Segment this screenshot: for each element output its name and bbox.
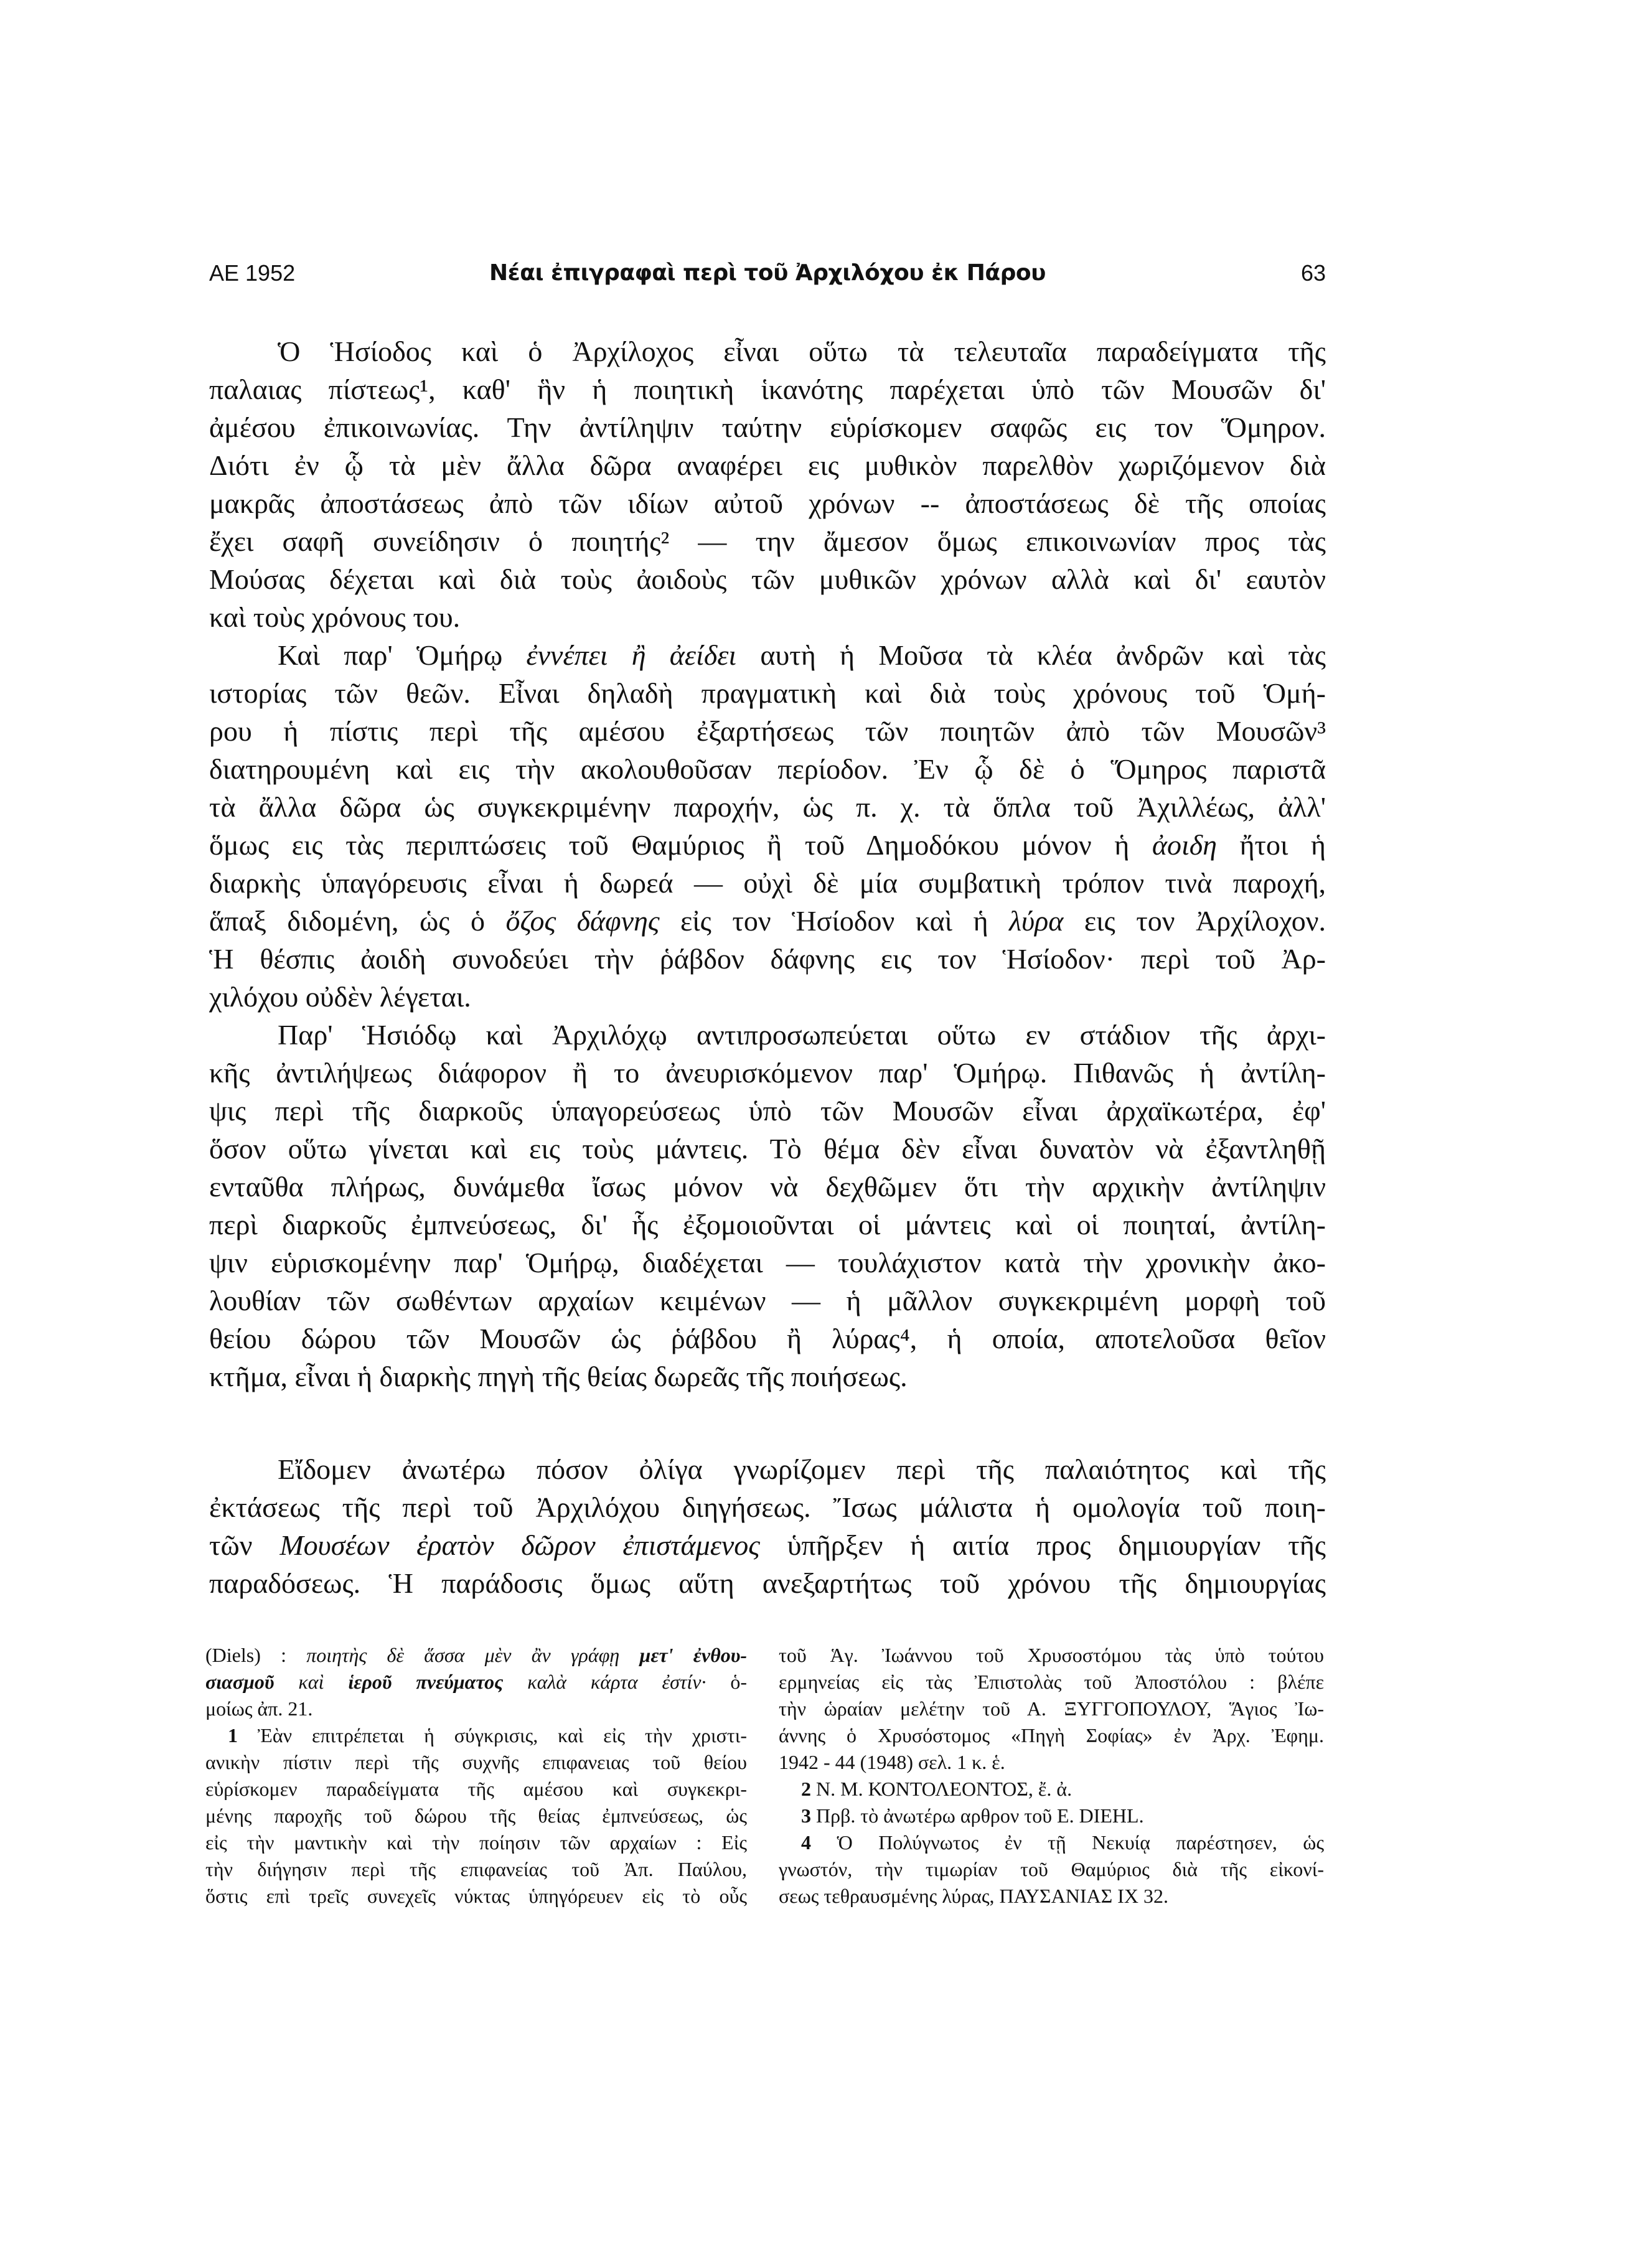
text-line (209, 1526, 1326, 1564)
text-line (779, 1669, 1324, 1695)
text-line (209, 1168, 1326, 1206)
footnotes-right-column (779, 1642, 1324, 1910)
emphasis-run: Μουσέων ἐρατὸν δῶρον ἐπιστάμενος (279, 1529, 760, 1561)
text-line (205, 1722, 747, 1749)
text-line (209, 446, 1326, 484)
text-line (209, 1130, 1326, 1168)
text-run: τῶν (209, 1529, 280, 1561)
text-line (209, 1564, 1326, 1602)
text-run: ὑπῆρξεν ἡ αιτία προς δημιουργίαν τῆς (759, 1529, 1326, 1561)
paragraph (209, 636, 1326, 1016)
text-run: ιστορίας τῶν θεῶν. Εἶναι δηλαδὴ πραγματικὴ καὶ διὰ τοὺς χρόνους τοῦ Ὁμή- (209, 677, 1326, 709)
text-line (209, 1206, 1326, 1244)
text-run: αυτὴ ἡ Μοῦσα τὰ κλέα ἀνδρῶν καὶ τὰς (736, 639, 1326, 671)
footnote (779, 1776, 1324, 1803)
text-line (205, 1829, 747, 1856)
text-run: ἤτοι ἡ (1216, 829, 1326, 861)
footnote-number: 1 (228, 1724, 238, 1747)
text-line (209, 1054, 1326, 1092)
footnote-number: 3 (801, 1804, 811, 1827)
emphasis-run: ἀοιδη (1152, 829, 1217, 861)
text-line (209, 712, 1326, 750)
text-line (205, 1642, 747, 1669)
text-line (209, 1358, 1326, 1395)
text-run: Πρβ. τὸ ἀνωτέρω αρθρον τοῦ E. DIEHL. (816, 1804, 1144, 1827)
text-line (209, 902, 1326, 940)
text-run: μακρᾶς ἀποστάσεως ἀπὸ τῶν ιδίων αὐτοῦ χρόνων -- ἀποστάσεως δὲ τῆς οποίας (209, 487, 1326, 519)
footnote-number: 2 (801, 1778, 811, 1800)
text-line (209, 978, 1326, 1016)
text-run: ανικὴν πίστιν περὶ τῆς συχνῆς επιφανειας τοῦ θείου (205, 1751, 747, 1773)
text-line (209, 674, 1326, 712)
text-run: τοῦ Ἁγ. Ἰωάννου τοῦ Χρυσοστόμου τὰς ὑπὸ τούτου (779, 1644, 1324, 1666)
emphasis-run: ἱεροῦ πνεύματος (348, 1671, 504, 1693)
text-line (209, 484, 1326, 522)
text-run: κτῆμα, εἶναι ἡ διαρκὴς πηγὴ τῆς θείας δωρεᾶς τῆς ποιήσεως. (209, 1361, 908, 1392)
text-line (209, 940, 1326, 978)
text-line (205, 1856, 747, 1883)
text-run: εἰς τον Ἡσίοδον καὶ ἡ (659, 905, 1010, 937)
text-run: παραδόσεως. Ἡ παράδοσις ὅμως αὕτη ανεξαρτήτως τοῦ χρόνου τῆς δημιουργίας (209, 1567, 1326, 1599)
text-run: Μούσας δέχεται καὶ διὰ τοὺς ἀοιδοὺς τῶν μυθικῶν χρόνων αλλὰ καὶ δι' εαυτὸν (209, 563, 1326, 595)
text-run: ἔχει σαφῆ συνείδησιν ὁ ποιητής² — την ἄμεσον ὅμως επικοινωνίαν προς τὰς (209, 525, 1326, 557)
footnote (779, 1642, 1324, 1776)
emphasis-run: ἐννέπει ἢ ἀείδει (526, 639, 737, 671)
text-line (205, 1749, 747, 1776)
text-line (209, 1320, 1326, 1358)
text-run: ἐκτάσεως τῆς περὶ τοῦ Ἀρχιλόχου διηγήσεως. Ἴσως μάλιστα ἡ ομολογία τοῦ ποιη- (209, 1491, 1326, 1523)
text-run: ενταῦθα πλήρως, δυνάμεθα ἴσως μόνον νὰ δεχθῶμεν ὅτι τὴν αρχικὴν ἀντίληψιν (209, 1171, 1326, 1203)
text-line (209, 332, 1326, 370)
text-run: ρου ἡ πίστις περὶ τῆς αμέσου ἐξαρτήσεως τῶν ποιητῶν ἀπὸ τῶν Μουσῶν³ (209, 715, 1326, 747)
text-run: ὅστις επὶ τρεῖς συνεχεῖς νύκτας ὑπηγόρευεν εἰς τὸ οὖς (205, 1885, 747, 1907)
text-line (205, 1669, 747, 1695)
text-run: 1942 - 44 (1948) σελ. 1 κ. ἑ. (779, 1751, 1005, 1773)
text-line (779, 1776, 1324, 1803)
text-run: ὁ- (706, 1671, 748, 1693)
page-number: 63 (1300, 260, 1326, 286)
text-line (209, 1488, 1326, 1526)
text-line (209, 522, 1326, 560)
text-run: διατηρουμένη καὶ εις τὴν ακολουθοῦσαν περίοδον. Ἐν ᾧ δὲ ὁ Ὅμηρος παριστᾶ (209, 753, 1326, 785)
emphasis-run: σιασμοῦ (205, 1671, 275, 1693)
text-run: ἅπαξ διδομένη, ὡς ὁ (209, 905, 506, 937)
text-run: εις τον Ἀρχίλοχον. (1063, 905, 1326, 937)
text-line (205, 1776, 747, 1803)
paragraph (209, 332, 1326, 636)
text-run: τὰ ἄλλα δῶρα ὡς συγκεκριμένην παροχήν, ὡς π. χ. τὰ ὅπλα τοῦ Ἀχιλλέως, ἀλλ' (209, 791, 1326, 823)
text-line (205, 1883, 747, 1910)
text-run: Ν. Μ. ΚΟΝΤΟΛΕΟΝΤΟΣ, ἔ. ἀ. (816, 1778, 1072, 1800)
paragraph (209, 1016, 1326, 1395)
emphasis-run: ποιητὴς δὲ ἅσσα μὲν ἂν γράφῃ (306, 1644, 640, 1666)
footnotes-left-column (205, 1642, 747, 1910)
text-line (209, 370, 1326, 408)
emphasis-run: καὶ (274, 1671, 349, 1693)
text-run: θείου δώρου τῶν Μουσῶν ὡς ῥάβδου ἢ λύρας⁴, ἡ οποία, αποτελοῦσα θεῖον (209, 1323, 1326, 1354)
emphasis-run: μετ' ἐνθου- (639, 1644, 748, 1666)
text-line (209, 864, 1326, 902)
text-run: εἰς τὴν μαντικὴν καὶ τὴν ποίησιν τῶν αρχαίων : Εἰς (205, 1831, 747, 1854)
text-run: χιλόχου οὐδὲν λέγεται. (209, 981, 471, 1013)
journal-volume: ΑΕ 1952 (209, 260, 296, 286)
text-line (209, 826, 1326, 864)
footnote (779, 1829, 1324, 1910)
emphasis-run: καλὰ κάρτα ἐστίν· (503, 1671, 706, 1693)
text-run: Διότι ἐν ᾧ τὰ μὲν ἄλλα δῶρα αναφέρει εις μυθικὸν παρελθὸν χωριζόμενον διὰ (209, 449, 1326, 481)
text-line (209, 1092, 1326, 1130)
text-line (779, 1695, 1324, 1722)
text-run: καὶ τοὺς χρόνους του. (209, 601, 461, 633)
text-line (209, 408, 1326, 446)
footnote (205, 1642, 747, 1722)
text-run: ψις περὶ τῆς διαρκοῦς ὑπαγορεύσεως ὑπὸ τῶν Μουσῶν εἶναι ἀρχαϊκωτέρα, ἐφ' (209, 1095, 1326, 1127)
footnote (205, 1722, 747, 1910)
text-run: παλαιας πίστεως¹, καθ' ἣν ἡ ποιητικὴ ἱκανότης παρέχεται ὑπὸ τῶν Μουσῶν δι' (209, 373, 1326, 405)
text-run: κῆς ἀντιλήψεως διάφορον ἢ το ἀνευρισκόμενον παρ' Ὁμήρῳ. Πιθανῶς ἡ ἀντίλη- (209, 1057, 1326, 1089)
text-run: τὴν διήγησιν περὶ τῆς επιφανείας τοῦ Ἀπ. Παύλου, (205, 1858, 747, 1880)
text-line (209, 598, 1326, 636)
emphasis-run: ὄζος δάφνης (505, 905, 660, 937)
text-run: ἀμέσου ἐπικοινωνίας. Την ἀντίληψιν ταύτην εὑρίσκομεν σαφῶς εις τον Ὅμηρον. (209, 411, 1326, 443)
text-run: γνωστόν, τὴν τιμωρίαν τοῦ Θαμύριος διὰ τῆς εἰκονί- (779, 1858, 1324, 1880)
text-line (779, 1722, 1324, 1749)
text-run: Καὶ παρ' Ὁμήρῳ (278, 639, 527, 671)
text-line (779, 1749, 1324, 1776)
text-line (209, 1016, 1326, 1054)
running-header (209, 260, 1326, 291)
text-run: ὅσον οὕτω γίνεται καὶ εις τοὺς μάντεις. Τὸ θέμα δὲν εἶναι δυνατὸν νὰ ἐξαντληθῇ (209, 1133, 1326, 1165)
text-run: (Diels) : (205, 1644, 307, 1666)
running-title: Νέαι ἐπιγραφαὶ περὶ τοῦ Ἀρχιλόχου ἐκ Πάρου (489, 260, 1046, 286)
text-run: άννης ὁ Χρυσόστομος «Πηγὴ Σοφίας» ἐν Ἀρχ. Ἐφημ. (779, 1724, 1324, 1747)
text-run: περὶ διαρκοῦς ἐμπνεύσεως, δι' ἧς ἐξομοιοῦνται οἱ μάντεις καὶ οἱ ποιηταί, ἀντίλη- (209, 1209, 1326, 1240)
text-line (209, 788, 1326, 826)
text-run: Παρ' Ἡσιόδῳ καὶ Ἀρχιλόχῳ αντιπροσωπεύεται οὕτω εν στάδιον τῆς ἀρχι- (278, 1019, 1326, 1051)
text-line (205, 1803, 747, 1829)
text-line (209, 750, 1326, 788)
text-line (779, 1856, 1324, 1883)
text-line (779, 1829, 1324, 1856)
text-run: Εἴδομεν ἀνωτέρω πόσον ὀλίγα γνωρίζομεν περὶ τῆς παλαιότητος καὶ τῆς (278, 1453, 1326, 1485)
text-line (779, 1803, 1324, 1829)
text-line (779, 1883, 1324, 1910)
footnote (779, 1803, 1324, 1829)
footnote-number: 4 (801, 1831, 811, 1854)
text-run: Ὁ Ἡσίοδος καὶ ὁ Ἀρχίλοχος εἶναι οὕτω τὰ τελευταῖα παραδείγματα τῆς (278, 335, 1326, 367)
paragraph (209, 1450, 1326, 1602)
text-run: διαρκὴς ὑπαγόρευσις εἶναι ἡ δωρεά — οὐχὶ δὲ μία συμβατικὴ τρόπον τινὰ παροχή, (209, 867, 1326, 899)
text-run: μένης παροχῆς τοῦ δώρου τῆς θείας ἐμπνεύσεως, ὡς (205, 1804, 747, 1827)
text-line (209, 636, 1326, 674)
text-run: εὑρίσκομεν παραδείγματα τῆς αμέσου καὶ συγκεκρι- (205, 1778, 747, 1800)
text-line (205, 1695, 747, 1722)
text-line (209, 1282, 1326, 1320)
text-run: τὴν ὡραίαν μελέτην τοῦ Α. ΞΥΓΓΟΠΟΥΛΟΥ, Ἅγιος Ἰω- (779, 1697, 1324, 1720)
text-run: ψιν εὑρισκομένην παρ' Ὁμήρῳ, διαδέχεται — τουλάχιστον κατὰ τὴν χρονικὴν ἀκο- (209, 1247, 1326, 1278)
text-run: σεως τεθραυσμένης λύρας, ΠΑΥΣΑΝΙΑΣ IX 32. (779, 1885, 1168, 1907)
text-run: ερμηνείας εἰς τὰς Ἐπιστολὰς τοῦ Ἀποστόλου : βλέπε (779, 1671, 1324, 1693)
text-line (209, 1450, 1326, 1488)
main-text (209, 332, 1326, 1395)
text-run: μοίως ἀπ. 21. (205, 1697, 313, 1720)
text-line (209, 1244, 1326, 1282)
main-text-continued (209, 1450, 1326, 1602)
text-run: λουθίαν τῶν σωθέντων αρχαίων κειμένων — ἡ μᾶλλον συγκεκριμένη μορφὴ τοῦ (209, 1285, 1326, 1316)
text-run: ὅμως εις τὰς περιπτώσεις τοῦ Θαμύριος ἢ τοῦ Δημοδόκου μόνον ἡ (209, 829, 1152, 861)
text-run: Ἡ θέσπις ἀοιδὴ συνοδεύει τὴν ῥάβδον δάφνης εις τον Ἡσίοδον· περὶ τοῦ Ἀρ- (209, 943, 1326, 975)
text-line (779, 1642, 1324, 1669)
emphasis-run: λύρα (1009, 905, 1064, 937)
text-line (209, 560, 1326, 598)
text-run: Ὁ Πολύγνωτος ἐν τῇ Νεκυίᾳ παρέστησεν, ὡς (837, 1831, 1325, 1854)
text-run: Ἐὰν επιτρέπεται ἡ σύγκρισις, καὶ εἰς τὴν χριστι- (257, 1724, 748, 1747)
